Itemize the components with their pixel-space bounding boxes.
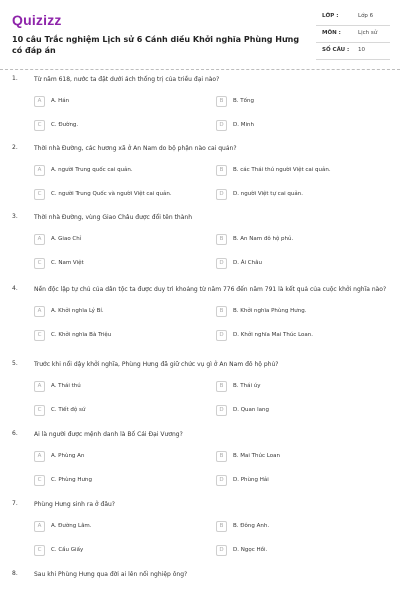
question-text: Nền độc lập tự chủ của dân tộc ta được duy trì khoảng từ năm 776 đến năm 791 là kết quả của cuộc khởi nghĩa nào? (34, 286, 387, 293)
option-text: C. Tiết độ sứ (51, 407, 86, 413)
question-number: 6. (12, 430, 18, 437)
option-row (34, 119, 390, 133)
answer-options (34, 95, 390, 133)
option-letter-box: D (216, 475, 227, 486)
option-text: D. Quan lang (233, 407, 270, 413)
question-list (0, 70, 400, 600)
meta-value: 10 (358, 47, 365, 53)
option-letter-box: B (216, 521, 227, 532)
option-row (34, 95, 390, 109)
option-letter-box: D (216, 545, 227, 556)
option-text: D. Khởi nghĩa Mai Thúc Loan. (233, 332, 314, 338)
option-text: D. Minh (233, 122, 254, 128)
option-text: D. Ngọc Hồi. (233, 547, 268, 553)
option-letter-box: D (216, 258, 227, 269)
option-text: B. Mai Thúc Loan (233, 453, 280, 459)
option-letter-box: C (34, 475, 45, 486)
option-letter-box: C (34, 405, 45, 416)
option-text: C. người Trung Quốc và người Việt cai quản. (51, 191, 172, 197)
question-text: Thời nhà Đường, các hương xã ở An Nam do bộ phận nào cai quản? (34, 145, 237, 152)
option-letter-box: A (34, 234, 45, 245)
question-header (12, 500, 390, 512)
meta-value: Lớp 6 (358, 13, 374, 19)
option-text: A. Giao Chỉ (51, 236, 82, 242)
meta-label: MÔN : (322, 30, 341, 36)
option-row (34, 329, 390, 343)
option-row (34, 257, 390, 271)
option-letter-box: D (216, 330, 227, 341)
answer-options (34, 450, 390, 488)
question-8 (12, 570, 390, 582)
option-row (34, 305, 390, 319)
option-row (34, 544, 390, 558)
question-1 (12, 75, 390, 143)
option-text: B. Khởi nghĩa Phùng Hưng. (233, 308, 307, 314)
answer-options (34, 164, 390, 202)
option-letter-box: C (34, 120, 45, 131)
answer-options (34, 380, 390, 418)
question-2 (12, 144, 390, 212)
option-letter-box: B (216, 381, 227, 392)
option-text: A. Khởi nghĩa Lý Bí. (51, 308, 104, 314)
option-letter-box: C (34, 545, 45, 556)
option-letter-box: B (216, 96, 227, 107)
question-number: 3. (12, 213, 18, 220)
option-text: C. Khởi nghĩa Bà Triệu (51, 332, 112, 338)
option-letter-box: C (34, 258, 45, 269)
option-text: C. Nam Việt (51, 260, 84, 266)
option-text: D. người Việt tự cai quản. (233, 191, 303, 197)
meta-row-count (316, 45, 390, 60)
option-letter-box: C (34, 189, 45, 200)
option-row (34, 233, 390, 247)
meta-label: LỚP : (322, 13, 339, 19)
option-letter-box: A (34, 165, 45, 176)
question-header (12, 213, 390, 225)
option-letter-box: B (216, 306, 227, 317)
question-number: 1. (12, 75, 18, 82)
question-number: 8. (12, 570, 18, 577)
meta-panel (316, 11, 390, 62)
option-row (34, 450, 390, 464)
question-number: 5. (12, 360, 18, 367)
option-letter-box: D (216, 120, 227, 131)
meta-value: Lịch sử (358, 30, 378, 36)
option-text: D. Ái Châu (233, 260, 262, 266)
question-6 (12, 430, 390, 498)
question-number: 7. (12, 500, 18, 507)
meta-label: SỐ CÂU : (322, 47, 350, 53)
option-row (34, 380, 390, 394)
question-number: 4. (12, 285, 18, 292)
question-text: Từ năm 618, nước ta đặt dưới ách thống trị của triều đại nào? (34, 76, 220, 83)
option-letter-box: B (216, 165, 227, 176)
option-text: A. Thái thú (51, 383, 81, 389)
quizizz-logo: Quizizz (12, 12, 62, 28)
option-row (34, 188, 390, 202)
option-letter-box: D (216, 189, 227, 200)
question-5 (12, 360, 390, 428)
worksheet-header (0, 0, 400, 70)
option-text: A. Phùng An (51, 453, 85, 459)
option-text: B. Đông Anh. (233, 523, 270, 529)
option-row (34, 474, 390, 488)
option-letter-box: D (216, 405, 227, 416)
option-text: B. các Thái thú người Việt cai quản. (233, 167, 331, 173)
question-3 (12, 213, 390, 281)
option-letter-box: A (34, 381, 45, 392)
option-text: A. Hán (51, 98, 70, 104)
question-header (12, 144, 390, 156)
meta-row-class (316, 11, 390, 26)
option-letter-box: A (34, 306, 45, 317)
option-letter-box: C (34, 330, 45, 341)
option-text: B. Thái úy (233, 383, 261, 389)
question-text: Phùng Hưng sinh ra ở đâu? (34, 501, 115, 508)
answer-options (34, 233, 390, 271)
answer-options (34, 520, 390, 558)
question-number: 2. (12, 144, 18, 151)
page-title: 10 câu Trắc nghiệm Lịch sử 6 Cánh diều Khởi nghĩa Phùng Hưng có đáp án (12, 35, 300, 55)
option-row (34, 404, 390, 418)
option-letter-box: A (34, 451, 45, 462)
question-header (12, 430, 390, 442)
option-letter-box: B (216, 234, 227, 245)
answer-options (34, 305, 390, 343)
option-row (34, 164, 390, 178)
question-text: Thời nhà Đường, vùng Giao Châu được đổi tên thành (34, 214, 193, 221)
question-text: Trước khi nổi dậy khởi nghĩa, Phùng Hưng đã giữ chức vụ gì ở An Nam đô hộ phủ? (34, 361, 279, 368)
question-header (12, 570, 390, 582)
question-header (12, 75, 390, 87)
option-text: B. An Nam đô hộ phủ. (233, 236, 294, 242)
option-text: B. Tống (233, 98, 254, 104)
meta-row-subject (316, 28, 390, 43)
option-text: C. Cầu Giấy (51, 547, 84, 553)
question-header (12, 360, 390, 372)
option-letter-box: A (34, 96, 45, 107)
option-text: A. người Trung quốc cai quản. (51, 167, 133, 173)
option-text: C. Đường. (51, 122, 79, 128)
option-text: A. Đường Lâm. (51, 523, 92, 529)
option-row (34, 520, 390, 534)
question-text: Sau khi Phùng Hưng qua đời ai lên nối nghiệp ông? (34, 571, 188, 578)
option-text: C. Phùng Hưng (51, 477, 92, 483)
question-7 (12, 500, 390, 568)
question-header (12, 285, 390, 297)
question-text: Ai là người được mệnh danh là Bố Cái Đại Vương? (34, 431, 183, 438)
option-letter-box: A (34, 521, 45, 532)
question-4 (12, 285, 390, 353)
option-text: D. Phùng Hải (233, 477, 269, 483)
option-letter-box: B (216, 451, 227, 462)
